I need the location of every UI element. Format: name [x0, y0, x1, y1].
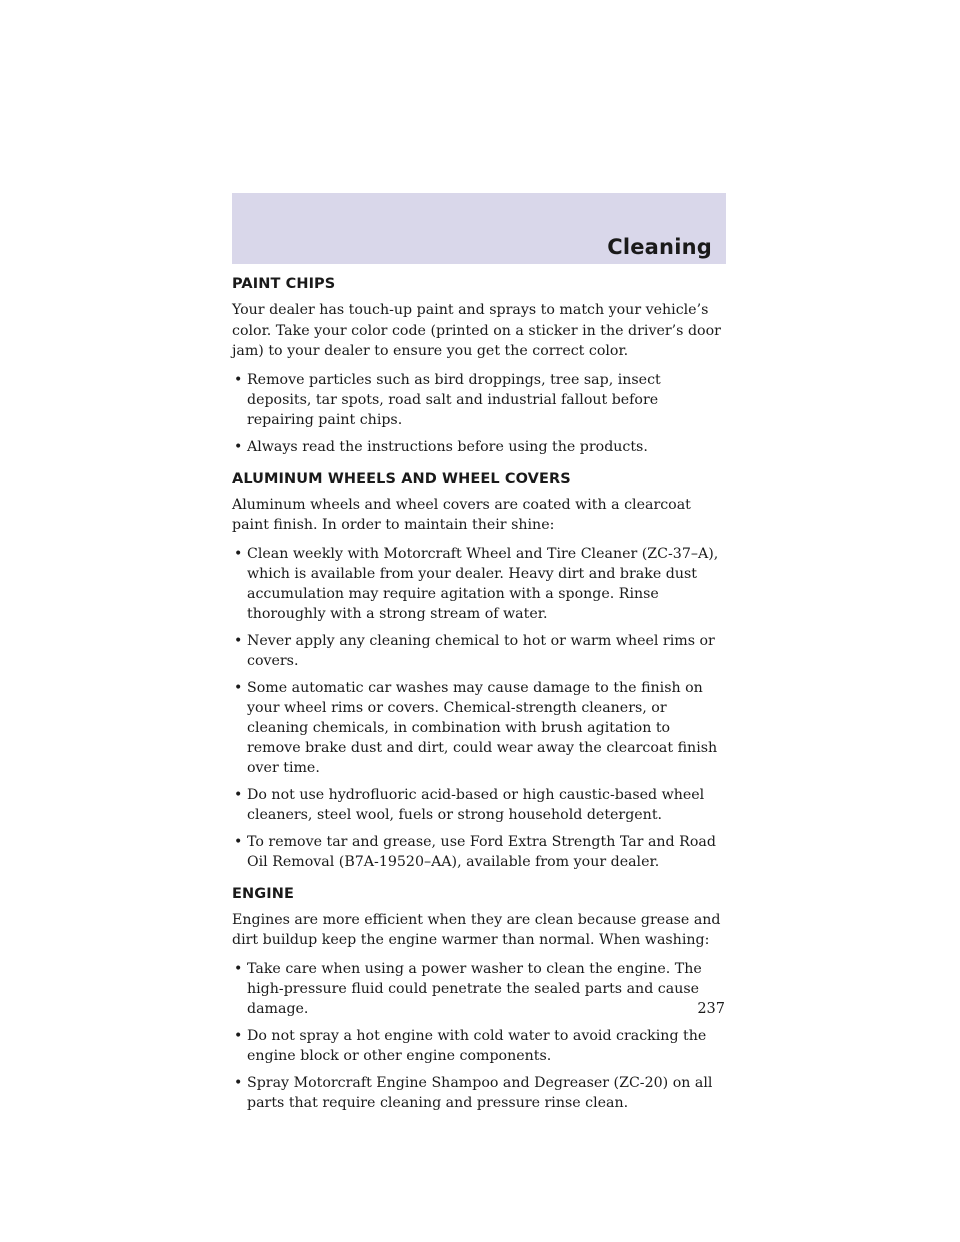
- bullet-item: • Spray Motorcraft Engine Shampoo and Degreaser (ZC-20) on all parts that require cleaning and pressure rinse clean.: [232, 1073, 728, 1113]
- bullet-item: • To remove tar and grease, use Ford Extra Strength Tar and Road Oil Removal (B7A-19520–AA), available from your dealer.: [232, 832, 728, 872]
- section-heading: ENGINE: [232, 885, 294, 902]
- section-paint-chips: [232, 276, 728, 457]
- page-number: 237: [697, 1001, 725, 1017]
- bullet-item: • Do not spray a hot engine with cold water to avoid cracking the engine block or other engine components.: [232, 1026, 728, 1066]
- section-heading: PAINT CHIPS: [232, 276, 336, 292]
- bullet-item: • Do not use hydrofluoric acid-based or high caustic-based wheel cleaners, steel wool, fuels or strong household detergent.: [232, 785, 728, 825]
- section-intro: Your dealer has touch-up paint and sprays to match your vehicle’s color. Take your color code (printed on a sticker in the driver’s door jam) to your dealer to ensure you get the correct color.: [232, 302, 721, 359]
- bullet-item: • Take care when using a power washer to clean the engine. The high-pressure fluid could penetrate the sealed parts and cause damage.: [232, 959, 728, 1019]
- bullet-list: [232, 544, 728, 872]
- section-heading: ALUMINUM WHEELS AND WHEEL COVERS: [232, 470, 571, 487]
- section-intro: Engines are more efficient when they are clean because grease and dirt buildup keep the engine warmer than normal. When washing:: [232, 911, 721, 948]
- section-title: Cleaning: [607, 235, 712, 259]
- bullet-item: • Always read the instructions before using the products.: [232, 437, 728, 457]
- section-engine: [232, 886, 728, 1113]
- bullet-list: [232, 959, 728, 1113]
- section-intro: Aluminum wheels and wheel covers are coated with a clearcoat paint finish. In order to maintain their shine:: [232, 496, 691, 533]
- bullet-list: [232, 370, 728, 457]
- bullet-item: • Never apply any cleaning chemical to hot or warm wheel rims or covers.: [232, 631, 728, 671]
- bullet-item: • Some automatic car washes may cause damage to the finish on your wheel rims or covers. Chemical-strength cleaners, or cleaning chemicals, in combination with brush agitation to remove brake dust and dirt, could wear away the clearcoat finish over time.: [232, 678, 728, 778]
- page-content: [232, 276, 728, 1120]
- bullet-item: • Remove particles such as bird droppings, tree sap, insect deposits, tar spots, road salt and industrial fallout before repairing paint chips.: [232, 370, 728, 430]
- section-aluminum-wheels: [232, 471, 728, 872]
- section-header-band: [232, 193, 726, 264]
- bullet-item: • Clean weekly with Motorcraft Wheel and Tire Cleaner (ZC-37–A), which is available from your dealer. Heavy dirt and brake dust accumulation may require agitation with a sponge. Rinse thoroughly with a strong stream of water.: [232, 544, 728, 624]
